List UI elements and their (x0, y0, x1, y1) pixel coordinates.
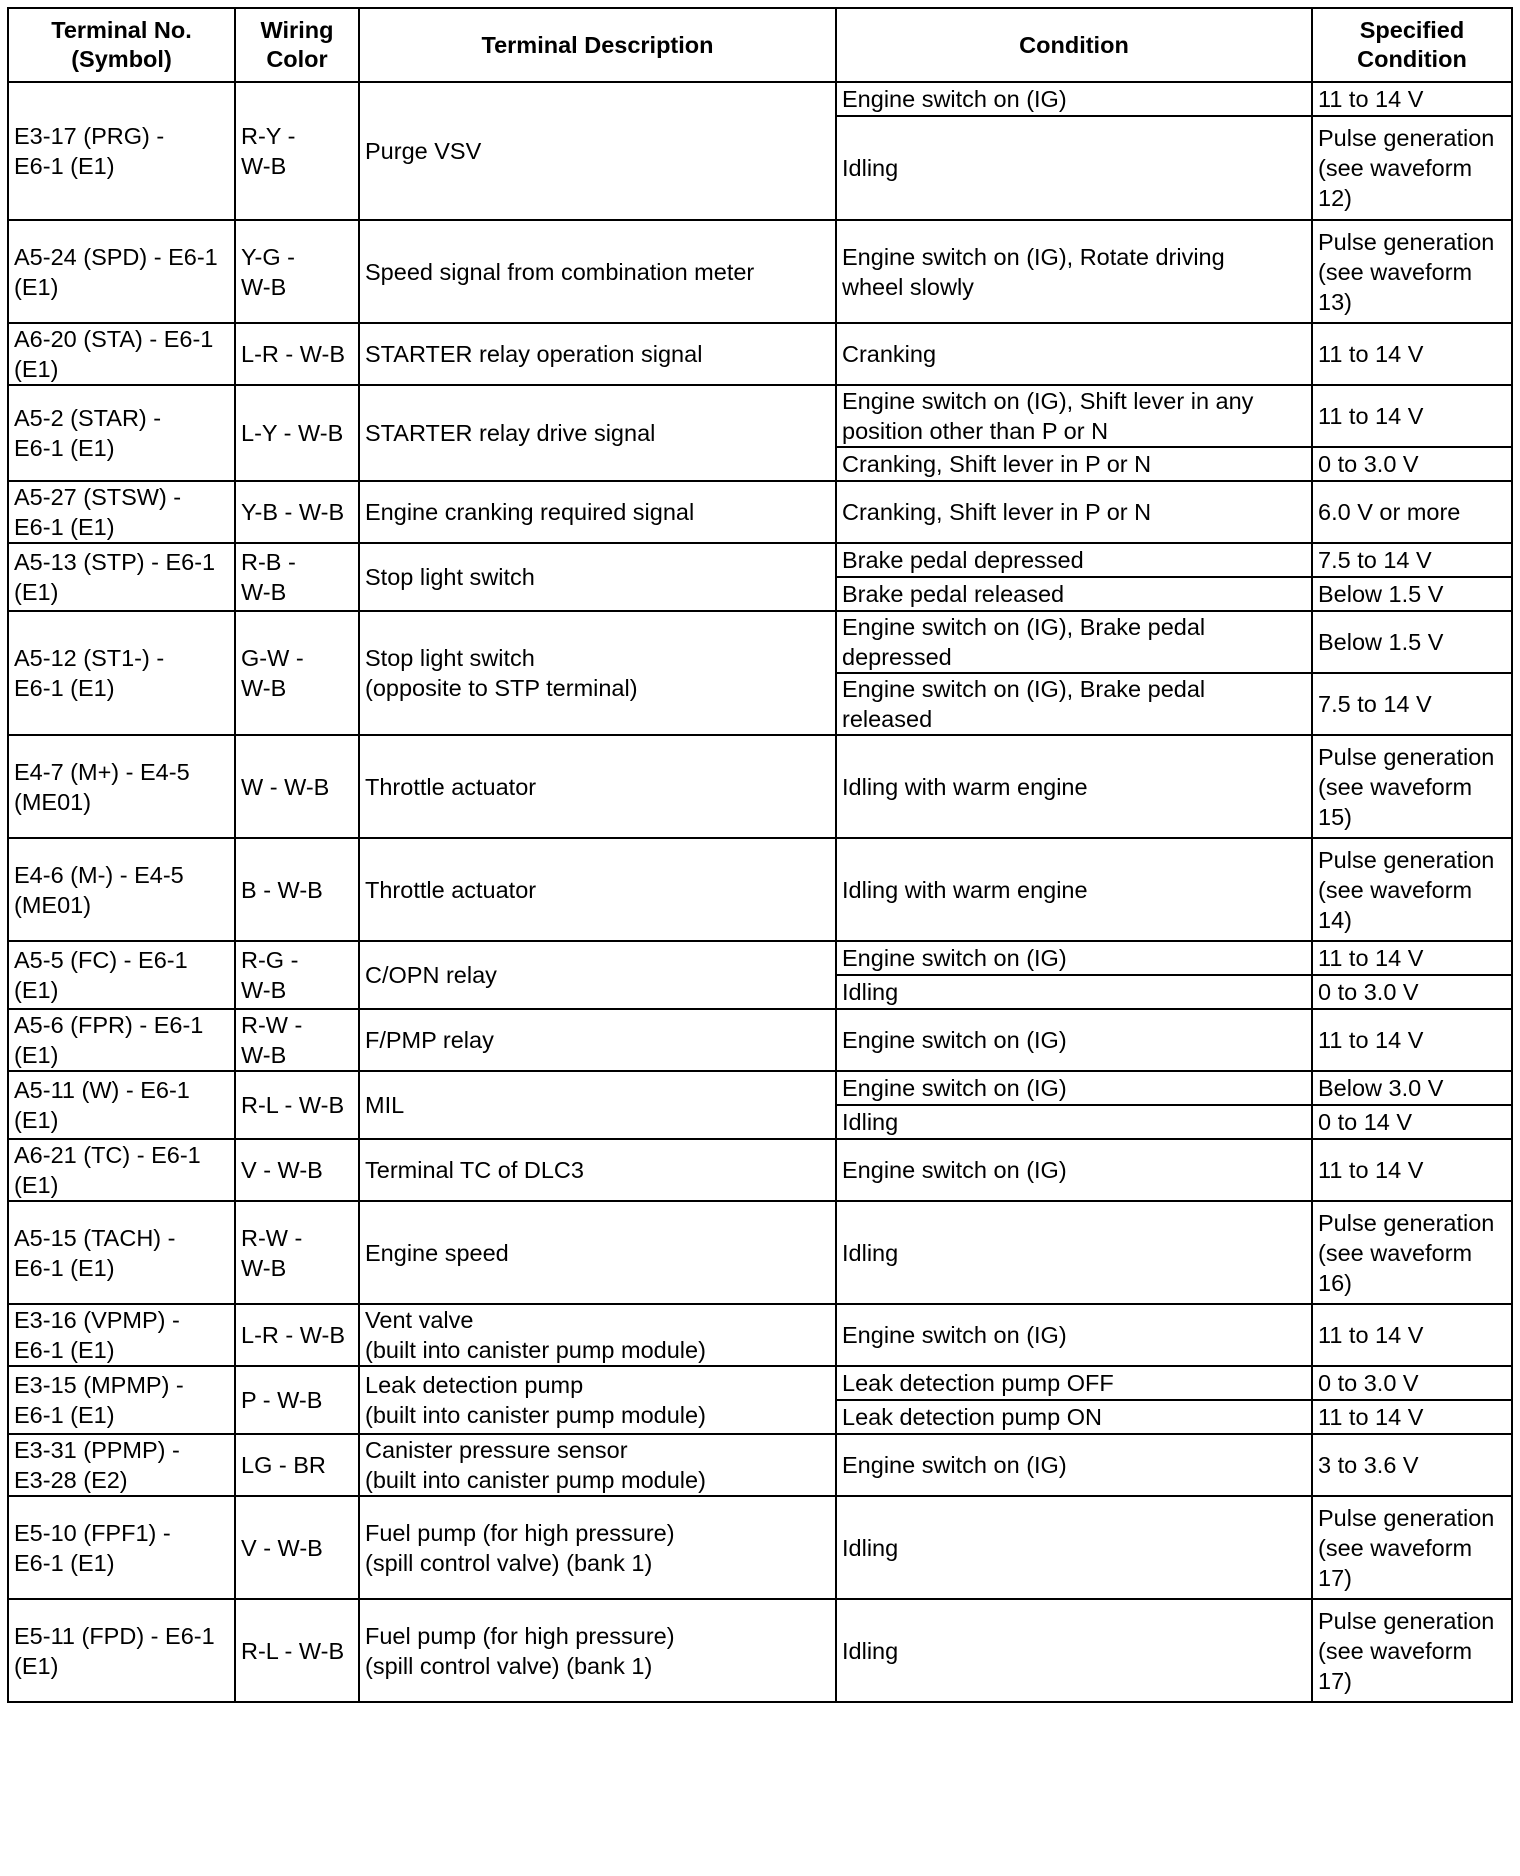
description-cell: Engine speed (359, 1201, 836, 1304)
terminal-cell: E4-6 (M-) - E4-5 (ME01) (8, 838, 235, 941)
condition-cell: Engine switch on (IG), Brake pedal depressed (836, 611, 1312, 673)
description-cell: STARTER relay drive signal (359, 385, 836, 481)
specified-condition-cell: 11 to 14 V (1312, 385, 1512, 447)
terminal-cell: A5-11 (W) - E6-1 (E1) (8, 1071, 235, 1139)
terminal-cell: E3-31 (PPMP) - E3-28 (E2) (8, 1434, 235, 1496)
condition-cell: Idling (836, 116, 1312, 220)
specified-condition-cell: Pulse generation (see waveform 17) (1312, 1599, 1512, 1702)
specified-condition-cell: Below 1.5 V (1312, 611, 1512, 673)
header-wiring-color: Wiring Color (235, 8, 359, 82)
specified-condition-cell: Pulse generation (see waveform 14) (1312, 838, 1512, 941)
condition-cell: Engine switch on (IG) (836, 1139, 1312, 1201)
terminal-cell: E5-11 (FPD) - E6-1 (E1) (8, 1599, 235, 1702)
condition-cell: Idling (836, 1201, 1312, 1304)
description-cell: Purge VSV (359, 82, 836, 220)
table-row (8, 735, 1512, 838)
condition-cell: Engine switch on (IG) (836, 1304, 1312, 1366)
terminal-cell: A6-20 (STA) - E6-1 (E1) (8, 323, 235, 385)
condition-cell: Brake pedal released (836, 577, 1312, 611)
table-row (8, 543, 1512, 577)
specified-condition-cell: 11 to 14 V (1312, 1139, 1512, 1201)
specified-condition-cell: 7.5 to 14 V (1312, 673, 1512, 735)
condition-cell: Cranking, Shift lever in P or N (836, 447, 1312, 481)
wiring-color-cell: R-G - W-B (235, 941, 359, 1009)
terminal-cell: E3-15 (MPMP) - E6-1 (E1) (8, 1366, 235, 1434)
description-cell: STARTER relay operation signal (359, 323, 836, 385)
terminal-cell: A5-6 (FPR) - E6-1 (E1) (8, 1009, 235, 1071)
table-row (8, 220, 1512, 323)
terminal-cell: A5-5 (FC) - E6-1 (E1) (8, 941, 235, 1009)
specified-condition-cell: 11 to 14 V (1312, 1009, 1512, 1071)
condition-cell: Engine switch on (IG) (836, 1434, 1312, 1496)
wiring-color-cell: L-R - W-B (235, 323, 359, 385)
specified-condition-cell: Pulse generation (see waveform 12) (1312, 116, 1512, 220)
table-row (8, 1201, 1512, 1304)
condition-cell: Cranking (836, 323, 1312, 385)
description-cell: Stop light switch (opposite to STP terminal) (359, 611, 836, 735)
table-row (8, 1304, 1512, 1366)
terminal-cell: A5-12 (ST1-) - E6-1 (E1) (8, 611, 235, 735)
condition-cell: Idling (836, 1599, 1312, 1702)
condition-cell: Engine switch on (IG), Shift lever in any position other than P or N (836, 385, 1312, 447)
wiring-color-cell: G-W - W-B (235, 611, 359, 735)
description-cell: F/PMP relay (359, 1009, 836, 1071)
wiring-color-cell: L-R - W-B (235, 1304, 359, 1366)
header-terminal: Terminal No. (Symbol) (8, 8, 235, 82)
terminal-cell: A5-24 (SPD) - E6-1 (E1) (8, 220, 235, 323)
table-row (8, 1009, 1512, 1071)
wiring-color-cell: R-B - W-B (235, 543, 359, 611)
terminal-cell: E5-10 (FPF1) - E6-1 (E1) (8, 1496, 235, 1599)
description-cell: MIL (359, 1071, 836, 1139)
condition-cell: Idling (836, 1105, 1312, 1139)
condition-cell: Idling with warm engine (836, 838, 1312, 941)
table-row (8, 82, 1512, 116)
condition-cell: Engine switch on (IG), Brake pedal released (836, 673, 1312, 735)
table-row (8, 1366, 1512, 1400)
specified-condition-cell: 7.5 to 14 V (1312, 543, 1512, 577)
specified-condition-cell: 11 to 14 V (1312, 941, 1512, 975)
header-row (8, 8, 1512, 82)
condition-cell: Leak detection pump OFF (836, 1366, 1312, 1400)
terminal-cell: A5-15 (TACH) - E6-1 (E1) (8, 1201, 235, 1304)
header-description: Terminal Description (359, 8, 836, 82)
specified-condition-cell: 3 to 3.6 V (1312, 1434, 1512, 1496)
specified-condition-cell: 0 to 3.0 V (1312, 1366, 1512, 1400)
description-cell: Canister pressure sensor (built into canister pump module) (359, 1434, 836, 1496)
terminal-cell: E3-16 (VPMP) - E6-1 (E1) (8, 1304, 235, 1366)
description-cell: Stop light switch (359, 543, 836, 611)
condition-cell: Brake pedal depressed (836, 543, 1312, 577)
wiring-color-cell: Y-G - W-B (235, 220, 359, 323)
terminal-cell: A6-21 (TC) - E6-1 (E1) (8, 1139, 235, 1201)
description-cell: Speed signal from combination meter (359, 220, 836, 323)
table-row (8, 1496, 1512, 1599)
description-cell: Fuel pump (for high pressure) (spill control valve) (bank 1) (359, 1599, 836, 1702)
description-cell: Engine cranking required signal (359, 481, 836, 543)
terminal-cell: E4-7 (M+) - E4-5 (ME01) (8, 735, 235, 838)
condition-cell: Engine switch on (IG) (836, 1009, 1312, 1071)
specified-condition-cell: 0 to 3.0 V (1312, 975, 1512, 1009)
specified-condition-cell: Pulse generation (see waveform 17) (1312, 1496, 1512, 1599)
wiring-color-cell: P - W-B (235, 1366, 359, 1434)
header-condition: Condition (836, 8, 1312, 82)
table-row (8, 941, 1512, 975)
specified-condition-cell: 6.0 V or more (1312, 481, 1512, 543)
specified-condition-cell: Below 3.0 V (1312, 1071, 1512, 1105)
condition-cell: Idling with warm engine (836, 735, 1312, 838)
condition-cell: Engine switch on (IG) (836, 82, 1312, 116)
table-row (8, 611, 1512, 673)
specified-condition-cell: 0 to 14 V (1312, 1105, 1512, 1139)
condition-cell: Cranking, Shift lever in P or N (836, 481, 1312, 543)
condition-cell: Engine switch on (IG) (836, 941, 1312, 975)
wiring-color-cell: V - W-B (235, 1496, 359, 1599)
description-cell: Leak detection pump (built into canister pump module) (359, 1366, 836, 1434)
wiring-color-cell: R-L - W-B (235, 1599, 359, 1702)
terminal-cell: E3-17 (PRG) - E6-1 (E1) (8, 82, 235, 220)
wiring-color-cell: Y-B - W-B (235, 481, 359, 543)
wiring-color-cell: L-Y - W-B (235, 385, 359, 481)
table-row (8, 1434, 1512, 1496)
wiring-color-cell: B - W-B (235, 838, 359, 941)
specified-condition-cell: 11 to 14 V (1312, 82, 1512, 116)
wiring-color-cell: V - W-B (235, 1139, 359, 1201)
wiring-color-cell: W - W-B (235, 735, 359, 838)
table-row (8, 1071, 1512, 1105)
specified-condition-cell: Pulse generation (see waveform 16) (1312, 1201, 1512, 1304)
wiring-color-cell: R-W - W-B (235, 1201, 359, 1304)
description-cell: Throttle actuator (359, 735, 836, 838)
table-row (8, 323, 1512, 385)
wiring-color-cell: LG - BR (235, 1434, 359, 1496)
specified-condition-cell: 11 to 14 V (1312, 323, 1512, 385)
description-cell: Throttle actuator (359, 838, 836, 941)
description-cell: Terminal TC of DLC3 (359, 1139, 836, 1201)
terminal-cell: A5-13 (STP) - E6-1 (E1) (8, 543, 235, 611)
condition-cell: Idling (836, 975, 1312, 1009)
description-cell: Fuel pump (for high pressure) (spill control valve) (bank 1) (359, 1496, 836, 1599)
table-row (8, 838, 1512, 941)
description-cell: C/OPN relay (359, 941, 836, 1009)
wiring-color-cell: R-Y - W-B (235, 82, 359, 220)
wiring-color-cell: R-W - W-B (235, 1009, 359, 1071)
condition-cell: Engine switch on (IG) (836, 1071, 1312, 1105)
terminal-cell: A5-2 (STAR) - E6-1 (E1) (8, 385, 235, 481)
table-row (8, 1139, 1512, 1201)
table-row (8, 481, 1512, 543)
specified-condition-cell: Below 1.5 V (1312, 577, 1512, 611)
table-row (8, 385, 1512, 447)
table-row (8, 1599, 1512, 1702)
description-cell: Vent valve (built into canister pump module) (359, 1304, 836, 1366)
specified-condition-cell: 11 to 14 V (1312, 1400, 1512, 1434)
specified-condition-cell: Pulse generation (see waveform 15) (1312, 735, 1512, 838)
condition-cell: Idling (836, 1496, 1312, 1599)
wiring-color-cell: R-L - W-B (235, 1071, 359, 1139)
specified-condition-cell: 0 to 3.0 V (1312, 447, 1512, 481)
condition-cell: Engine switch on (IG), Rotate driving wheel slowly (836, 220, 1312, 323)
specified-condition-cell: Pulse generation (see waveform 13) (1312, 220, 1512, 323)
terminal-spec-table (7, 7, 1513, 1703)
specified-condition-cell: 11 to 14 V (1312, 1304, 1512, 1366)
header-specified-condition: Specified Condition (1312, 8, 1512, 82)
table-body (8, 82, 1512, 1702)
terminal-cell: A5-27 (STSW) - E6-1 (E1) (8, 481, 235, 543)
condition-cell: Leak detection pump ON (836, 1400, 1312, 1434)
